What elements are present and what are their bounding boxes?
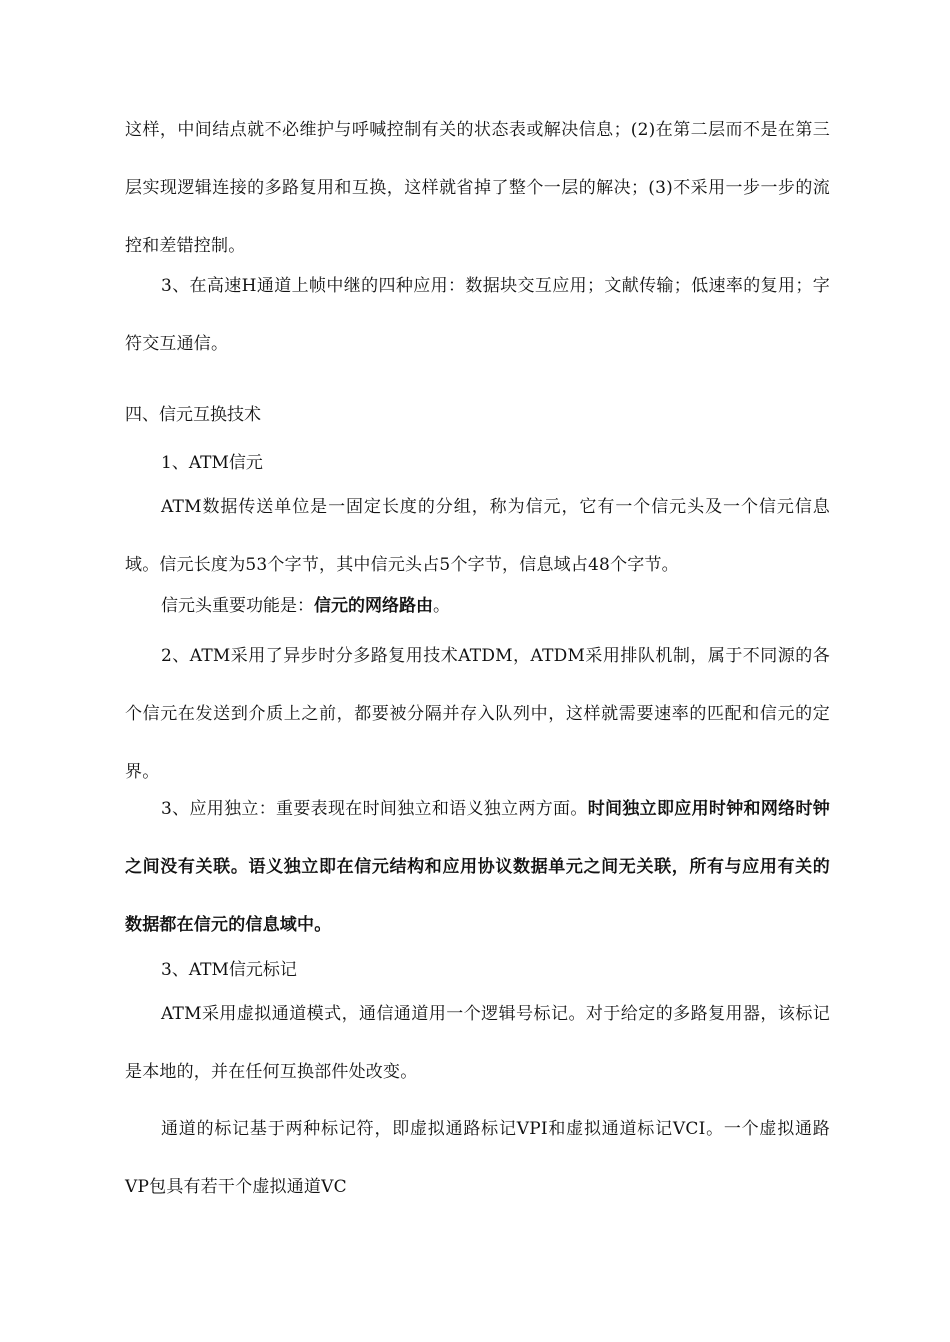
paragraph-virtual-channel-mode: ATM采用虚拟通道模式，通信通道用一个逻辑号标记。对于给定的多路复用器，该标记是本地的，并在任何互换部件处改变。 (125, 1004, 830, 1082)
cell-header-function-end: 。 (433, 596, 450, 616)
application-independence-bold: 时间独立即应用时钟和网络时钟之间没有关联。语义独立即在信元结构和应用协议数据单元之间无关联，所有与应用有关的数据都在信元的信息域中。 (125, 799, 830, 935)
application-independence-text: 3、应用独立：重要表现在时间独立和语义独立两方面。 (161, 799, 588, 819)
paragraph-cell-header-function (161, 593, 830, 619)
subheading-atm-cell: 1、ATM信元 (161, 453, 263, 473)
subheading-atm-cell-label: 3、ATM信元标记 (161, 960, 297, 980)
cell-header-function-text: 信元头重要功能是： (161, 596, 314, 616)
paragraph-frame-relay-features: 这样，中间结点就不必维护与呼喊控制有关的状态表或解决信息；(2)在第二层而不是在第三层实现逻辑连接的多路复用和互换，这样就省掉了整个一层的解决；(3)不采用一步一步的流控和差错控制。 (125, 120, 830, 256)
paragraph-frame-relay-applications: 3、在高速H通道上帧中继的四种应用：数据块交互应用；文献传输；低速率的复用；字符交互通信。 (125, 276, 830, 354)
cell-header-function-bold: 信元的网络路由 (314, 596, 433, 616)
section-heading-cell-switching: 四、信元互换技术 (125, 405, 261, 425)
paragraph-vpi-vci: 通道的标记基于两种标记符，即虚拟通路标记VPI和虚拟通道标记VCI。一个虚拟通路VP包具有若干个虚拟通道VC (125, 1119, 830, 1197)
paragraph-application-independence (125, 780, 830, 954)
paragraph-atm-cell-definition: ATM数据传送单位是一固定长度的分组，称为信元，它有一个信元头及一个信元信息域。信元长度为53个字节，其中信元头占5个字节，信息域占48个字节。 (125, 497, 830, 575)
paragraph-atdm: 2、ATM采用了异步时分多路复用技术ATDM，ATDM采用排队机制，属于不同源的各个信元在发送到介质上之前，都要被分隔并存入队列中，这样就需要速率的匹配和信元的定界。 (125, 646, 830, 782)
